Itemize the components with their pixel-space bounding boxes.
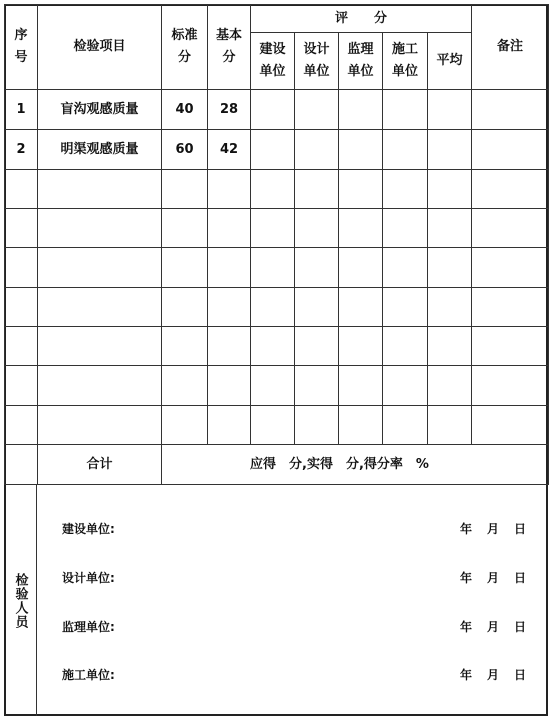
sign-row-design: [62, 569, 548, 589]
date-year: 年: [459, 571, 472, 585]
header-subcol-construction: 建设 单位: [251, 33, 295, 90]
score-cell[interactable]: [428, 130, 472, 170]
date-month: 月: [486, 620, 499, 634]
date-year: 年: [459, 522, 472, 536]
summary-text: 应得 分,实得 分,得分率 %: [162, 445, 549, 485]
header-subcol-supervision: 监理 单位: [339, 33, 383, 90]
row-base: 42: [208, 130, 251, 170]
date-day: 日: [513, 620, 526, 634]
header-seq: [5, 5, 38, 90]
score-cell[interactable]: [251, 130, 295, 170]
remarks-cell[interactable]: [472, 90, 549, 130]
score-cell[interactable]: [251, 90, 295, 130]
score-cell[interactable]: [428, 90, 472, 130]
row-item: 明渠观感质量: [38, 130, 162, 170]
date-year: 年: [459, 668, 472, 682]
sign-row-contractor: [62, 666, 548, 686]
row-standard: 40: [162, 90, 208, 130]
date-month: 月: [486, 668, 499, 682]
score-cell[interactable]: [339, 90, 383, 130]
date-year: 年: [459, 620, 472, 634]
sign-unit-label: 设计单位:: [62, 571, 115, 585]
summary-label: 合计: [38, 445, 162, 485]
empty-row: [5, 288, 549, 327]
header-remarks: 备注: [472, 5, 549, 90]
header-base-text: 基本 分: [215, 28, 242, 65]
date-month: 月: [486, 571, 499, 585]
empty-row: [5, 209, 549, 248]
sign-row-construction: [62, 520, 548, 540]
score-cell[interactable]: [295, 90, 339, 130]
empty-row: [5, 327, 549, 366]
header-subcol-contractor: 施工 单位: [383, 33, 428, 90]
score-cell[interactable]: [383, 90, 428, 130]
row-standard: 60: [162, 130, 208, 170]
sign-date[interactable]: [445, 666, 526, 683]
sign-date[interactable]: [445, 618, 526, 635]
remarks-cell[interactable]: [472, 130, 549, 170]
table-row: [5, 130, 549, 170]
row-base: 28: [208, 90, 251, 130]
empty-row: [5, 366, 549, 406]
sign-unit-label: 建设单位:: [62, 522, 115, 536]
row-seq: 2: [5, 130, 38, 170]
date-day: 日: [513, 522, 526, 536]
date-month: 月: [486, 522, 499, 536]
empty-row: [5, 406, 549, 445]
header-standard: [162, 5, 208, 90]
empty-row: [5, 170, 549, 209]
date-day: 日: [513, 668, 526, 682]
header-standard-text: 标准 分: [171, 28, 198, 65]
sign-unit-label: 监理单位:: [62, 620, 115, 634]
header-seq-text: 序 号: [14, 28, 28, 65]
row-item: 盲沟观感质量: [38, 90, 162, 130]
summary-row: [5, 445, 549, 485]
header-base: [208, 5, 251, 90]
header-subcol-average: 平均: [428, 33, 472, 90]
score-cell[interactable]: [339, 130, 383, 170]
table-row: [5, 90, 549, 130]
score-cell[interactable]: [383, 130, 428, 170]
inspectors-section: [4, 485, 548, 716]
date-day: 日: [513, 571, 526, 585]
sign-date[interactable]: [445, 520, 526, 537]
header-score-group: 评 分: [251, 5, 472, 33]
score-cell[interactable]: [295, 130, 339, 170]
sign-date[interactable]: [445, 569, 526, 586]
header-item: 检验项目: [38, 5, 162, 90]
inspectors-side-label: 检验人员: [4, 485, 37, 716]
sign-unit-label: 施工单位:: [62, 668, 115, 682]
header-subcol-design: 设计 单位: [295, 33, 339, 90]
inspection-table: [4, 4, 549, 485]
empty-row: [5, 248, 549, 288]
row-seq: 1: [5, 90, 38, 130]
sign-row-supervision: [62, 618, 548, 638]
